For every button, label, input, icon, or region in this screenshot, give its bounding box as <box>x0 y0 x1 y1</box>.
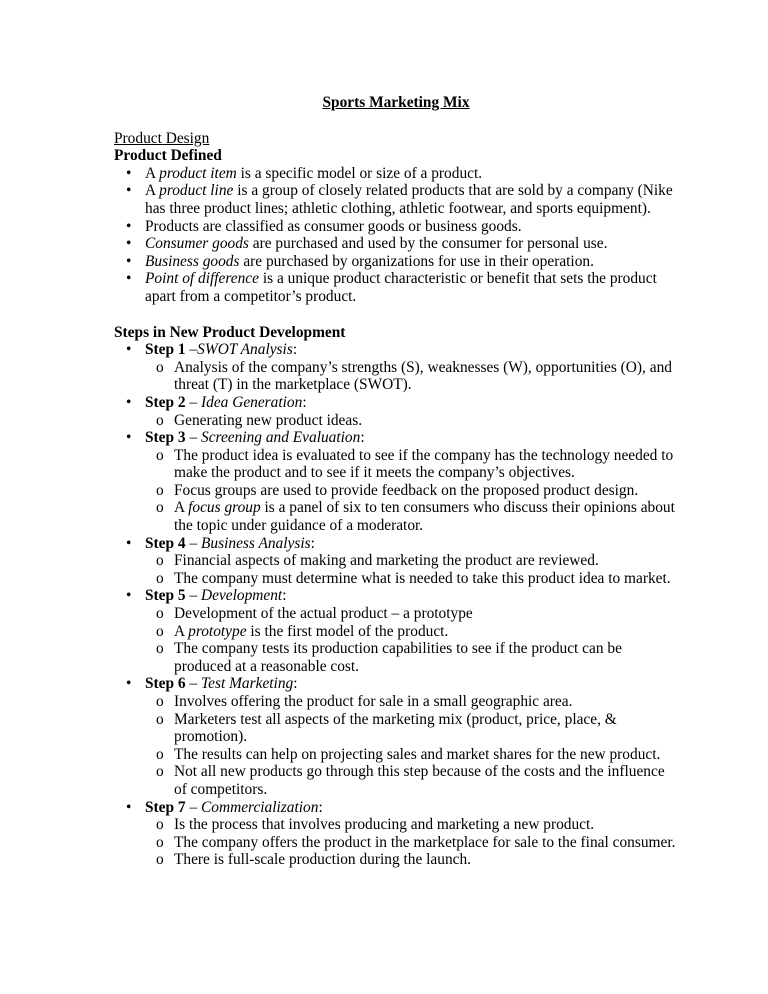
sub-item <box>114 693 678 711</box>
list-item <box>114 182 678 217</box>
item-text: Involves offering the product for sale in a small geographic area. <box>174 693 573 710</box>
sub-item <box>114 552 678 570</box>
step-colon: : <box>282 587 287 605</box>
bullet-icon: • <box>126 217 132 235</box>
item-text: The company tests its production capabilities to see if the product can be produced at a reasonable cost. <box>174 640 622 675</box>
bullet-icon: • <box>126 252 132 270</box>
circle-bullet-icon: o <box>156 640 164 658</box>
item-text: Development of the actual product – a prototype <box>174 605 473 623</box>
circle-bullet-icon: o <box>156 499 164 517</box>
sub-item <box>114 499 678 534</box>
item-text: is a panel of six to ten consumers who discuss their opinions about the topic under guidance of a moderator. <box>174 499 675 535</box>
step-item <box>114 394 678 429</box>
step-name: Commercialization <box>201 798 319 816</box>
bullet-icon: • <box>126 164 132 182</box>
circle-bullet-icon: o <box>156 833 164 851</box>
bullet-icon: • <box>126 341 132 359</box>
step-colon: : <box>318 798 323 816</box>
item-text: There is full-scale production during the launch. <box>174 851 472 869</box>
bullet-icon: • <box>126 235 132 253</box>
sub-item <box>114 746 678 764</box>
section-subtitle: Product Design <box>114 129 210 147</box>
item-text: A <box>145 182 160 200</box>
step-label: Step 4 <box>145 534 186 552</box>
bullet-icon: • <box>126 798 132 816</box>
circle-bullet-icon: o <box>156 358 164 376</box>
list-item <box>114 253 678 271</box>
circle-bullet-icon: o <box>156 411 164 429</box>
item-text: is the first model of the product. <box>246 622 449 640</box>
circle-bullet-icon: o <box>156 552 164 570</box>
step-separator: – <box>185 587 202 605</box>
document-page <box>114 94 678 869</box>
circle-bullet-icon: o <box>156 763 164 781</box>
bullet-icon: • <box>126 270 132 288</box>
circle-bullet-icon: o <box>156 816 164 834</box>
bullet-icon: • <box>126 534 132 552</box>
bullet-icon: • <box>126 429 132 447</box>
item-text: Analysis of the company’s strengths (S), weaknesses (W), opportunities (O), and threat (T) in the marketplace (SWOT). <box>174 358 672 394</box>
bullet-icon: • <box>126 393 132 411</box>
step-sublist <box>145 447 678 535</box>
step-item <box>114 799 678 869</box>
step-label: Step 2 <box>145 393 186 411</box>
item-text: The company offers the product in the marketplace for sale to the final consumer. <box>174 833 676 851</box>
step-item <box>114 587 678 675</box>
step-sublist <box>145 605 678 675</box>
list-item <box>114 218 678 236</box>
circle-bullet-icon: o <box>156 745 164 763</box>
sub-item <box>114 605 678 623</box>
step-label: Step 1 <box>145 341 186 359</box>
step-colon: : <box>293 675 298 693</box>
item-text: The results can help on projecting sales and market shares for the new product. <box>174 745 661 763</box>
item-text: Marketers test all aspects of the marketing mix (product, price, place, & promotion). <box>174 710 617 746</box>
item-text: Is the process that involves producing and marketing a new product. <box>174 816 595 834</box>
sub-item <box>114 816 678 834</box>
item-text: A <box>145 164 160 182</box>
sub-item <box>114 711 678 746</box>
circle-bullet-icon: o <box>156 622 164 640</box>
sub-item <box>114 763 678 798</box>
item-text: are purchased by organizations for use in their operation. <box>239 252 594 270</box>
circle-bullet-icon: o <box>156 446 164 464</box>
step-separator: – <box>185 429 202 447</box>
item-text: Products are classified as consumer goods or business goods. <box>145 217 522 235</box>
list-item <box>114 270 678 305</box>
step-separator: – <box>185 675 202 693</box>
step-separator: – <box>185 798 202 816</box>
item-term: product item <box>159 164 237 182</box>
item-term: prototype <box>188 622 247 640</box>
circle-bullet-icon: o <box>156 851 164 869</box>
sub-item <box>114 834 678 852</box>
step-name: Screening and Evaluation <box>201 429 361 447</box>
item-text: Generating new product ideas. <box>174 411 363 429</box>
sub-item <box>114 412 678 430</box>
list-item <box>114 165 678 183</box>
item-text: is a specific model or size of a product. <box>236 164 483 182</box>
sub-item <box>114 640 678 675</box>
step-colon: : <box>360 429 365 447</box>
item-text: Not all new products go through this step because of the costs and the influence of competitors. <box>174 763 665 798</box>
circle-bullet-icon: o <box>156 569 164 587</box>
item-term: Consumer goods <box>145 235 249 253</box>
step-colon: : <box>302 393 307 411</box>
list-item <box>114 235 678 253</box>
item-term: focus group <box>188 499 261 517</box>
section-heading-product-defined: Product Defined <box>114 147 222 165</box>
document-title: Sports Marketing Mix <box>322 94 470 111</box>
step-label: Step 3 <box>145 429 186 447</box>
circle-bullet-icon: o <box>156 481 164 499</box>
step-sublist <box>145 552 678 587</box>
step-colon: : <box>292 341 298 359</box>
item-text: Financial aspects of making and marketing the product are reviewed. <box>174 552 599 570</box>
circle-bullet-icon: o <box>156 693 164 710</box>
circle-bullet-icon: o <box>156 710 164 728</box>
step-label: Step 6 <box>145 675 186 693</box>
step-name: Business Analysis <box>201 534 311 552</box>
step-item <box>114 341 678 394</box>
sub-item <box>114 447 678 482</box>
step-name: Test Marketing <box>201 675 294 693</box>
step-sublist <box>145 359 678 394</box>
sub-item <box>114 570 678 588</box>
item-text: Focus groups are used to provide feedback on the proposed product design. <box>174 481 639 499</box>
item-text: The company must determine what is needed to take this product idea to market. <box>174 569 671 587</box>
item-text: are purchased and used by the consumer for personal use. <box>248 235 608 253</box>
item-text: A <box>174 622 189 640</box>
bullet-icon: • <box>126 675 132 693</box>
item-text: is a unique product characteristic or benefit that sets the product apart from a competitor’s product. <box>145 270 657 305</box>
step-sublist <box>145 412 678 430</box>
sub-item <box>114 623 678 641</box>
step-sublist <box>145 816 678 869</box>
item-term: Point of difference <box>145 270 259 288</box>
item-term: product line <box>159 182 234 200</box>
step-label: Step 5 <box>145 587 186 605</box>
step-colon: : <box>310 534 315 552</box>
step-separator: – <box>185 534 202 552</box>
step-item <box>114 535 678 588</box>
circle-bullet-icon: o <box>156 605 164 623</box>
step-label: Step 7 <box>145 798 186 816</box>
step-separator: – <box>185 341 198 359</box>
step-name: Development <box>201 587 283 605</box>
item-text: The product idea is evaluated to see if the company has the technology needed to make the product and to see if it meets the company’s objectives. <box>174 446 674 482</box>
section-heading-steps: Steps in New Product Development <box>114 323 346 341</box>
sub-item <box>114 851 678 869</box>
bullet-icon: • <box>126 182 132 200</box>
step-item <box>114 429 678 535</box>
step-name: SWOT Analysis <box>197 341 293 359</box>
step-sublist <box>145 693 678 799</box>
item-text: A <box>174 499 189 517</box>
step-item <box>114 675 678 798</box>
bullet-icon: • <box>126 587 132 605</box>
step-separator: – <box>185 393 202 411</box>
item-term: Business goods <box>145 252 240 270</box>
sub-item <box>114 359 678 394</box>
steps-list <box>114 341 678 869</box>
item-text: is a group of closely related products that are sold by a company (Nike has three product lines; athletic clothing, athletic footwear, and sports equipment). <box>145 182 673 217</box>
product-defined-list <box>114 165 678 306</box>
sub-item <box>114 482 678 500</box>
step-name: Idea Generation <box>201 393 303 411</box>
